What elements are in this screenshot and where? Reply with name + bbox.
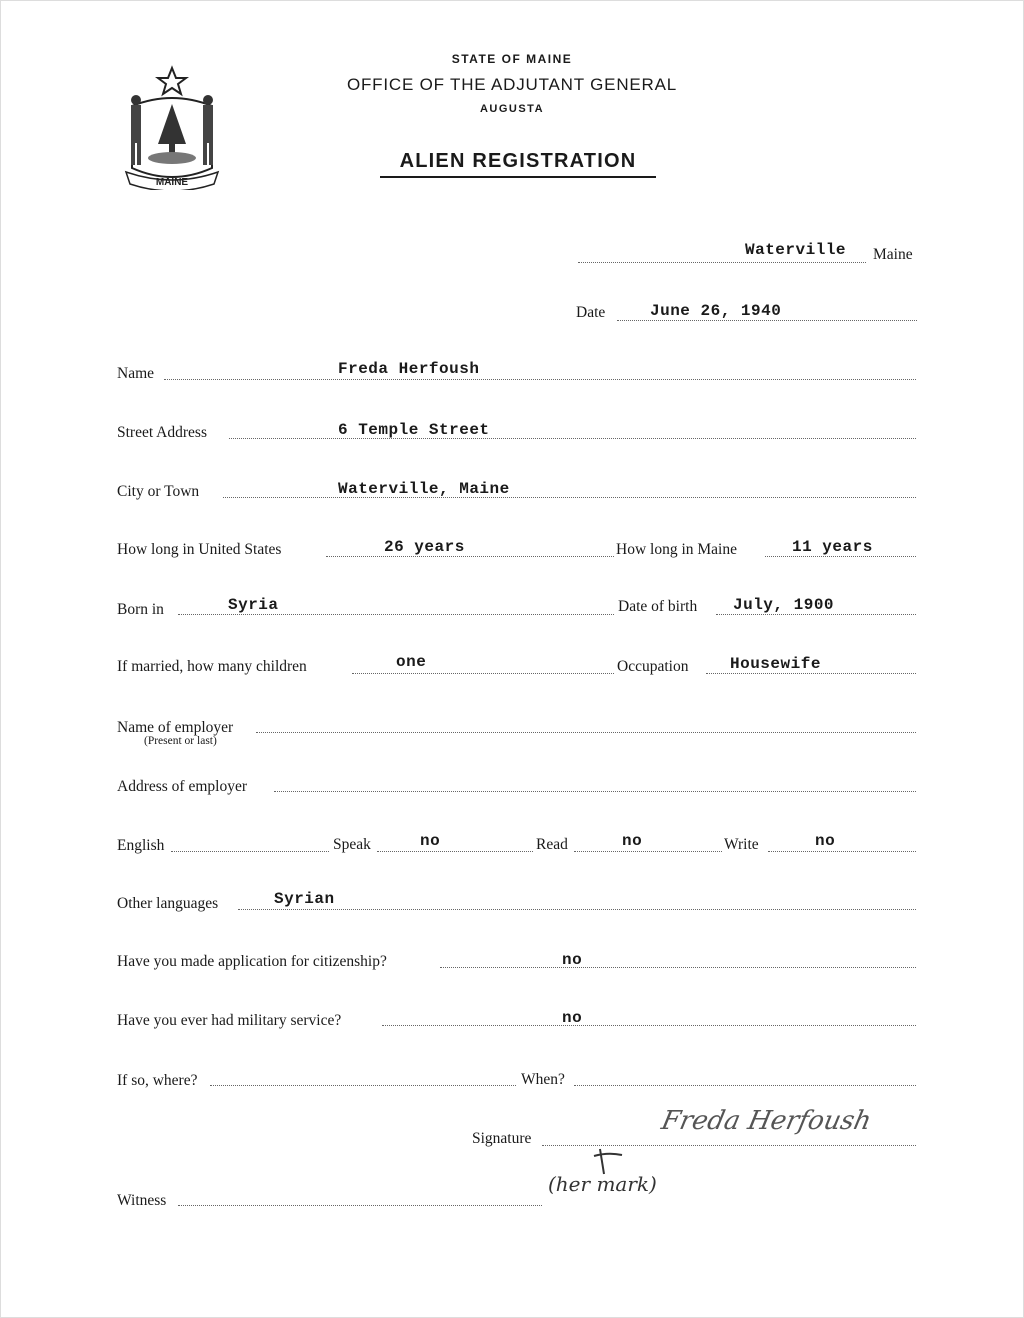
children-value: one <box>396 653 427 671</box>
citizenship-value: no <box>562 951 583 969</box>
employer-name-label: Name of employer <box>117 719 234 736</box>
us-duration-label: How long in United States <box>117 541 282 558</box>
born-in-label: Born in <box>117 601 164 618</box>
her-mark-annotation: (her mark) <box>548 1172 657 1196</box>
state-heading: STATE OF MAINE <box>451 52 573 66</box>
where-dotline <box>210 1085 516 1086</box>
signature-label: Signature <box>472 1130 532 1147</box>
children-label: If married, how many children <box>117 658 307 675</box>
name-label: Name <box>117 365 155 382</box>
form-title: ALIEN REGISTRATION <box>380 150 656 178</box>
when-dotline <box>574 1085 916 1086</box>
read-value: no <box>622 832 643 850</box>
speak-value: no <box>420 832 441 850</box>
children-dotline <box>352 673 614 674</box>
city-town-dotline <box>223 497 916 498</box>
other-languages-value: Syrian <box>274 890 335 908</box>
witness-dotline <box>178 1205 542 1206</box>
date-value: June 26, 1940 <box>650 302 782 320</box>
name-dotline <box>164 379 916 380</box>
signature-handwritten: Freda Herfoush <box>658 1106 875 1136</box>
military-value: no <box>562 1009 583 1027</box>
date-label: Date <box>576 304 606 321</box>
where-label: If so, where? <box>117 1072 198 1089</box>
occupation-value: Housewife <box>730 655 821 673</box>
street-dotline <box>229 438 916 439</box>
signature-dotline <box>542 1145 916 1146</box>
location-suffix: Maine <box>873 246 913 263</box>
maine-duration-label: How long in Maine <box>616 541 737 558</box>
maine-duration-value: 11 years <box>792 538 873 556</box>
speak-label: Speak <box>333 836 371 853</box>
write-dotline <box>768 851 916 852</box>
when-label: When? <box>521 1071 565 1088</box>
read-label: Read <box>536 836 568 853</box>
date-dotline <box>617 320 917 321</box>
witness-label: Witness <box>117 1192 167 1209</box>
location-value: Waterville <box>745 241 847 259</box>
location-dotline <box>578 262 866 263</box>
office-heading: OFFICE OF THE ADJUTANT GENERAL <box>346 75 678 94</box>
speak-dotline <box>377 851 533 852</box>
other-languages-dotline <box>238 909 916 910</box>
us-duration-dotline <box>326 556 614 557</box>
name-value: Freda Herfoush <box>338 360 480 378</box>
citizenship-label: Have you made application for citizenship? <box>117 953 387 970</box>
military-label: Have you ever had military service? <box>117 1012 342 1029</box>
english-dotline <box>171 851 329 852</box>
city-town-label: City or Town <box>117 483 200 500</box>
other-languages-label: Other languages <box>117 895 219 912</box>
dob-label: Date of birth <box>618 598 698 615</box>
write-label: Write <box>724 836 759 853</box>
employer-name-dotline <box>256 732 916 733</box>
dob-dotline <box>716 614 916 615</box>
dob-value: July, 1900 <box>733 596 835 614</box>
us-duration-value: 26 years <box>384 538 465 556</box>
city-heading: AUGUSTA <box>479 103 545 115</box>
write-value: no <box>815 832 836 850</box>
maine-duration-dotline <box>765 556 916 557</box>
street-label: Street Address <box>117 424 207 441</box>
military-dotline <box>382 1025 916 1026</box>
street-value: 6 Temple Street <box>338 421 490 439</box>
read-dotline <box>574 851 722 852</box>
seal-label: MAINE <box>155 177 189 188</box>
occupation-dotline <box>706 673 916 674</box>
born-in-value: Syria <box>228 596 279 614</box>
citizenship-dotline <box>440 967 916 968</box>
city-town-value: Waterville, Maine <box>338 480 510 498</box>
born-in-dotline <box>178 614 614 615</box>
employer-address-label: Address of employer <box>117 778 247 795</box>
english-label: English <box>117 837 165 854</box>
employer-name-sublabel: (Present or last) <box>144 735 217 747</box>
employer-address-dotline <box>274 791 916 792</box>
occupation-label: Occupation <box>617 658 689 675</box>
